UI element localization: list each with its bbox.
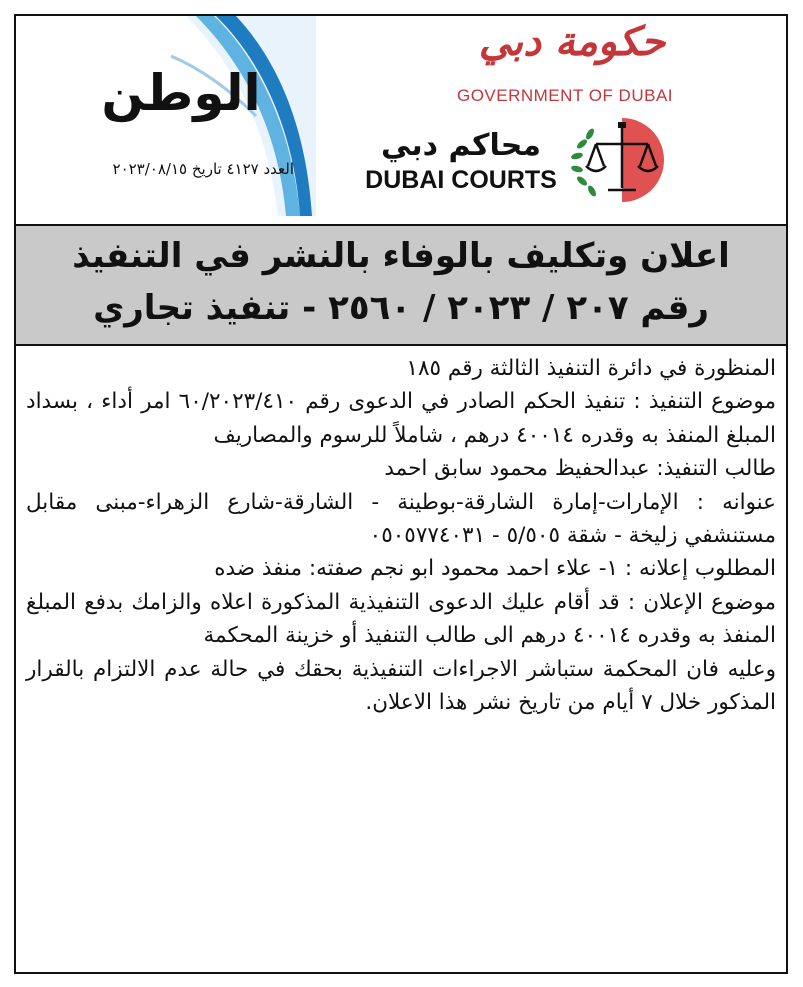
newspaper-masthead <box>16 16 316 216</box>
notice-frame <box>14 14 788 974</box>
header <box>16 16 786 216</box>
notice-paragraph-circuit: المنظورة في دائرة التنفيذ الثالثة رقم ١٨٥ <box>406 356 776 381</box>
notice-title-band <box>16 224 786 346</box>
notice-case-number: رقم ٢٠٧ / ٢٠٢٣ / ٢٥٦٠ - تنفيذ تجاري <box>93 288 709 328</box>
government-english-name: GOVERNMENT OF DUBAI <box>456 86 674 105</box>
issue-date: العدد ٤١٢٧ تاريخ ٢٠٢٣/٠٨/١٥ <box>112 160 294 178</box>
courts-english-name: DUBAI COURTS <box>365 166 557 194</box>
notice-paragraph-subject: موضوع التنفيذ : تنفيذ الحكم الصادر في الدعوى رقم ٦٠/٢٠٢٣/٤١٠ امر أداء ، بسداد المبلغ المنفذ به وقدره ٤٠٠١٤ درهم ، شاملاً للرسوم والمصاريف <box>26 389 776 448</box>
notice-paragraph-notice-subject: موضوع الإعلان : قد أقام عليك الدعوى التنفيذية المذكورة اعلاه والزامك بدفع المبلغ المنفذ به وقدره ٤٠٠١٤ درهم الى طالب التنفيذ أو خزينة المحكمة <box>26 589 776 649</box>
courts-scales-icon <box>566 114 678 206</box>
notice-paragraph-address: عنوانه : الإمارات-إمارة الشارقة-بوطينة - الشارقة-شارع الزهراء-مبنى مقابل مستنشفي زليخة - شقة ٥/٥٠٥ - ٠٥٠٥٧٧٤٠٣١ <box>26 489 776 549</box>
notice-paragraph-claimant: طالب التنفيذ: عبدالحفيظ محمود سابق احمد <box>384 456 776 482</box>
notice-paragraph-respondent: المطلوب إعلانه : ١- علاء احمد محمود ابو نجم صفته: منفذ ضده <box>214 556 776 582</box>
notice-title: اعلان وتكليف بالوفاء بالنشر في التنفيذ <box>72 236 730 276</box>
newspaper-name: الوطن <box>101 64 261 122</box>
government-arabic-logotype: حكومة دبي <box>478 18 666 65</box>
notice-paragraph-warning: وعليه فان المحكمة ستباشر الاجراءات التنفيذية بحقك في حالة عدم الالتزام بالقرار المذكور خلال ٧ أيام من تاريخ نشر هذا الاعلان. <box>26 656 776 716</box>
government-branding <box>365 16 786 216</box>
notice-body <box>26 352 776 719</box>
courts-arabic-name: محاكم دبي <box>381 128 541 163</box>
